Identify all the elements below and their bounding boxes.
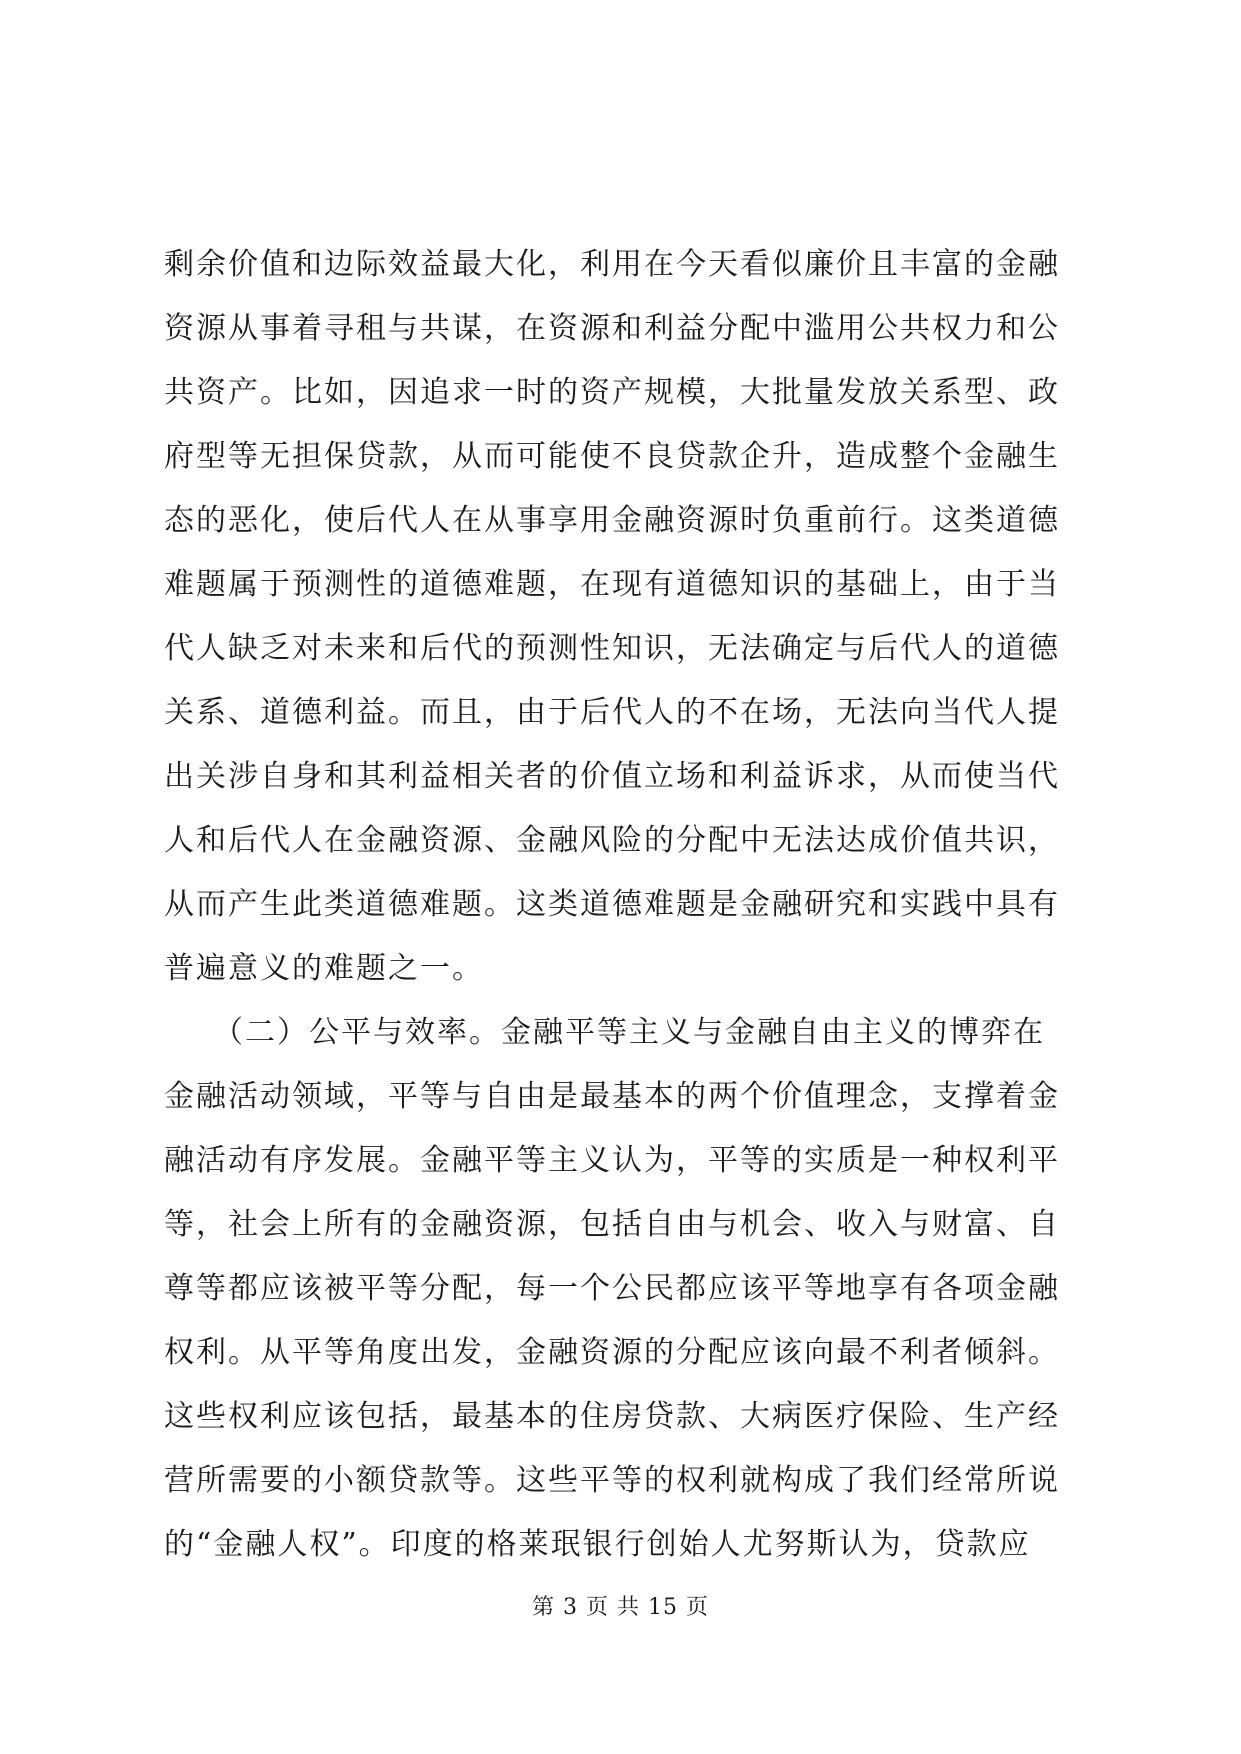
text-line: 营所需要的小额贷款等。这些平等的权利就构成了我们经常所说: [164, 1463, 1060, 1498]
text-line: 态的恶化，使后代人在从事享用金融资源时负重前行。这类道德: [164, 503, 1060, 538]
text-line: 等，社会上所有的金融资源，包括自由与机会、收入与财富、自: [164, 1207, 1060, 1242]
text-line: 关系、道德利益。而且，由于后代人的不在场，无法向当代人提: [164, 695, 1060, 730]
text-line: 资源从事着寻租与共谋，在资源和利益分配中滥用公共权力和公: [164, 311, 1060, 346]
text-line: 权利。从平等角度出发，金融资源的分配应该向最不利者倾斜。: [164, 1335, 1060, 1370]
text-line: 剩余价值和边际效益最大化，利用在今天看似廉价且丰富的金融: [164, 247, 1060, 282]
text-line: 人和后代人在金融资源、金融风险的分配中无法达成价值共识，: [164, 823, 1060, 858]
text-line: 融活动有序发展。金融平等主义认为，平等的实质是一种权利平: [164, 1143, 1060, 1178]
text-line: 共资产。比如，因追求一时的资产规模，大批量发放关系型、政: [164, 375, 1060, 410]
page-footer: 第 3 页 共 15 页: [532, 1595, 709, 1620]
text-line: 难题属于预测性的道德难题，在现有道德知识的基础上，由于当: [164, 567, 1060, 602]
text-line: （二）公平与效率。金融平等主义与金融自由主义的博弈在: [164, 1015, 1045, 1050]
text-line: 代人缺乏对未来和后代的预测性知识，无法确定与后代人的道德: [164, 631, 1060, 666]
body-text: [164, 233, 1084, 1577]
text-line: 的“金融人权”。印度的格莱珉银行创始人尤努斯认为，贷款应: [164, 1527, 1031, 1562]
text-line: 金融活动领域，平等与自由是最基本的两个价值理念，支撑着金: [164, 1079, 1060, 1114]
text-line: 出关涉自身和其利益相关者的价值立场和利益诉求，从而使当代: [164, 759, 1060, 794]
text-line: 尊等都应该被平等分配，每一个公民都应该平等地享有各项金融: [164, 1271, 1060, 1306]
text-line: 这些权利应该包括，最基本的住房贷款、大病医疗保险、生产经: [164, 1399, 1060, 1434]
text-line: 府型等无担保贷款，从而可能使不良贷款企升，造成整个金融生: [164, 439, 1060, 474]
text-line: 从而产生此类道德难题。这类道德难题是金融研究和实践中具有: [164, 887, 1060, 922]
text-line: 普遍意义的难题之一。: [164, 951, 484, 986]
